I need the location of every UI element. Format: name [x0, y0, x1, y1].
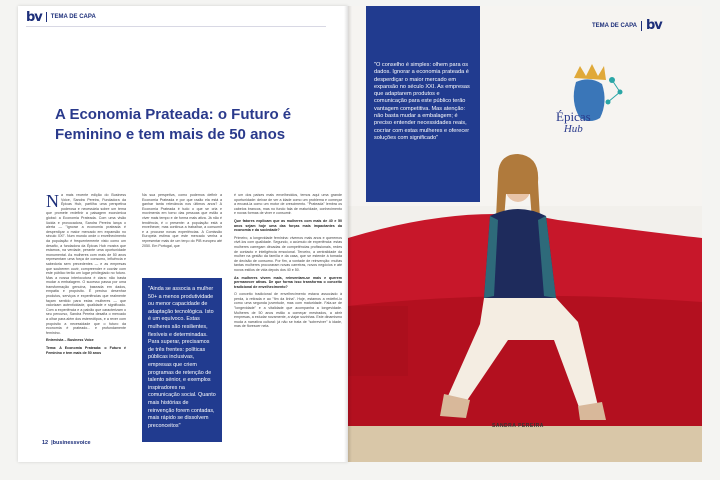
epicas-wordmark: Épicas	[556, 109, 591, 124]
column-3-text: é um dos países mais envelhecidos, temos aqui uma grande oportunidade: deixar de ver a idade como um problema e começar a encará-la como um motor de crescimento. "Prateada" lembra os cabelos brancos, mas no fundo fala de maturidade, conhecimento e novas formas de viver e consumir.	[234, 193, 342, 216]
article-title: A Economia Prateada: o Futuro é Feminino e tem mais de 50 anos	[55, 106, 292, 143]
header-divider-right	[641, 21, 642, 31]
hub-wordmark: Hub	[563, 123, 583, 135]
epicas-hub-wordmark	[556, 110, 591, 136]
drop-cap: N	[46, 193, 59, 211]
section-label-right: TEMA DE CAPA	[592, 22, 637, 29]
right-page	[348, 6, 702, 462]
answer-2: O conceito tradicional de envelhecimento estava associado à perda, à retirada e ao "fim da linha". Hoje, estamos a redefini-lo como uma segunda juventude, mas com maturidade. Fala-se de "longevidade" e a vitalidade que acompanha a longevidade. Mulheres de 50 anos estão a começar mestrados, a abrir empresas, a estudar novamente, a viajar sozinhas. Este dinamismo muda a narrativa cultural: já não se trata de "sobreviver" à idade, mas de florescer nela.	[234, 292, 342, 329]
interview-topic: Tema: A Economia Prateada: o Futuro é Feminino e tem mais de 50 anos	[46, 346, 126, 355]
section-label: TEMA DE CAPA	[50, 14, 96, 20]
spine-shadow	[344, 6, 352, 462]
right-quote-text: "O conselho é simples: olhem para os dados. Ignorar a economia prateada é desperdiçar o maior mercado em expansão no século XXI. As empresas que adaptarem produtos e comunicação para este público terão vantagem competitiva. Mas atenção: não basta mudar a embalagem; é preciso entender necessidades reais, cocriar com estas mulheres e oferecer soluções com significado"	[374, 62, 470, 141]
left-page	[18, 6, 348, 462]
column-3	[234, 193, 342, 441]
right-pull-quote	[366, 6, 480, 202]
question-1: Que fatores explicam que as mulheres com mais de 40 e 50 anos sejam hoje uma das forças mais impactantes da economia e da sociedade?	[234, 218, 342, 233]
footer-brand: |businessvoice	[51, 440, 91, 446]
page-footer	[42, 440, 91, 446]
header-rule	[26, 26, 326, 27]
page-number: 12	[42, 440, 49, 446]
bv-logo: bv	[26, 9, 42, 25]
pull-quote-box	[142, 278, 222, 442]
pull-quote-text: "Ainda se associa a mulher 50+ a menos produtividade ou menor capacidade de adaptação tecnológica. Isto é um equívoco. Estas mulheres são resilientes, flexíveis e determinadas. Para superar, precisamos de três frentes: políticas públicas inclusivas, empresas que criem programas de retenção de talento sénior, e exemplos inspiradores na comunicação social. Quanto mais histórias de reinvenção forem contadas, mais rápido se dissolvem preconceitos"	[148, 286, 216, 429]
answer-1: Primeiro, a longevidade feminina: vivemos mais anos e queremos vivê-los com qualidade. Segundo, o acúmulo de experiência: estas mulheres carregam décadas de competências profissionais, redes de contacto e inteligência emocional. Terceiro, a centralidade da mulher na gestão da família e da casa, que se estende à tomada de decisão de consumo. Por fim, a vontade de reinvenção: muitas tantas mulheres procuraram novas carreiras, novos negócios e até novos estilos de vida depois dos 40 e 50.	[234, 235, 342, 272]
header-left	[26, 10, 96, 24]
photo-caption: SANDRA PEREIRA	[492, 423, 544, 429]
column-2-text: Na sua perspetiva, como podemos definir a Economia Prateada e por que razão ela está a ganhar tanta relevância nos últimos anos? A Economia Prateada é tudo o que se cria e movimenta em torno das pessoas que estão a viver mais tempo e de forma mais ativa. Já não é tendência, é o presente: a população está a envelhecer, mas continua a trabalhar, a consumir e a procurar novas experiências. A Comissão Europeia estima que este mercado venha a representar mais de um terço do PIB europeu até 2050. Em Portugal, que	[142, 193, 222, 248]
header-divider	[46, 12, 47, 22]
column-2	[142, 193, 222, 275]
header-right	[592, 18, 662, 33]
column-1-text: a mais recente edição do Business Voice, Sandra Pereira, Fundadora da Épicas Hub, partilha uma perspetiva poderosa e necessária sobre um tema que promete redefinir a paisagem económica global: a Economia Prateada. Com uma visão lúcida e provocadora, Sandra Pereira lança o alerta — "ignorar a economia prateada é desperdiçar o maior mercado em expansão no século XXI". Num mundo onde o envelhecimento da população é frequentemente visto como um desafio, a fundadora da Épicas Hub mostra que estamos, na verdade, perante uma oportunidade monumental. As mulheres com mais de 50 anos representam uma força de consumo, influência e sabedoria sem precedentes — e as empresas que souberem ouvir, compreender e cocriar com este público terão um lugar privilegiado no futuro. Mas a nossa interlocutora é clara: não basta mudar a embalagem. O sucesso passa por uma transformação genuína, baseada em dados, empatia e propósito. É preciso desenhar produtos, serviços e experiências que realmente façam sentido para estas mulheres — que valorizam autenticidade, qualidade e significado. Com a experiência e a paixão que caracterizam o seu percurso, Sandra Pereira desafia o mercado a olhar para além dos estereótipos, e a rever com propósito a necessidade que o futuro da economia é prateado... e profundamente feminino.	[46, 193, 126, 335]
bv-logo-right: bv	[646, 18, 662, 33]
column-1	[46, 193, 126, 433]
question-2: As mulheres vivem mais, reinventam-se mais e querem permanecer ativas. De que forma isso transforma o conceito tradicional de envelhecimento?	[234, 275, 342, 289]
interview-label: Entrevista – Business Voice	[46, 338, 94, 343]
